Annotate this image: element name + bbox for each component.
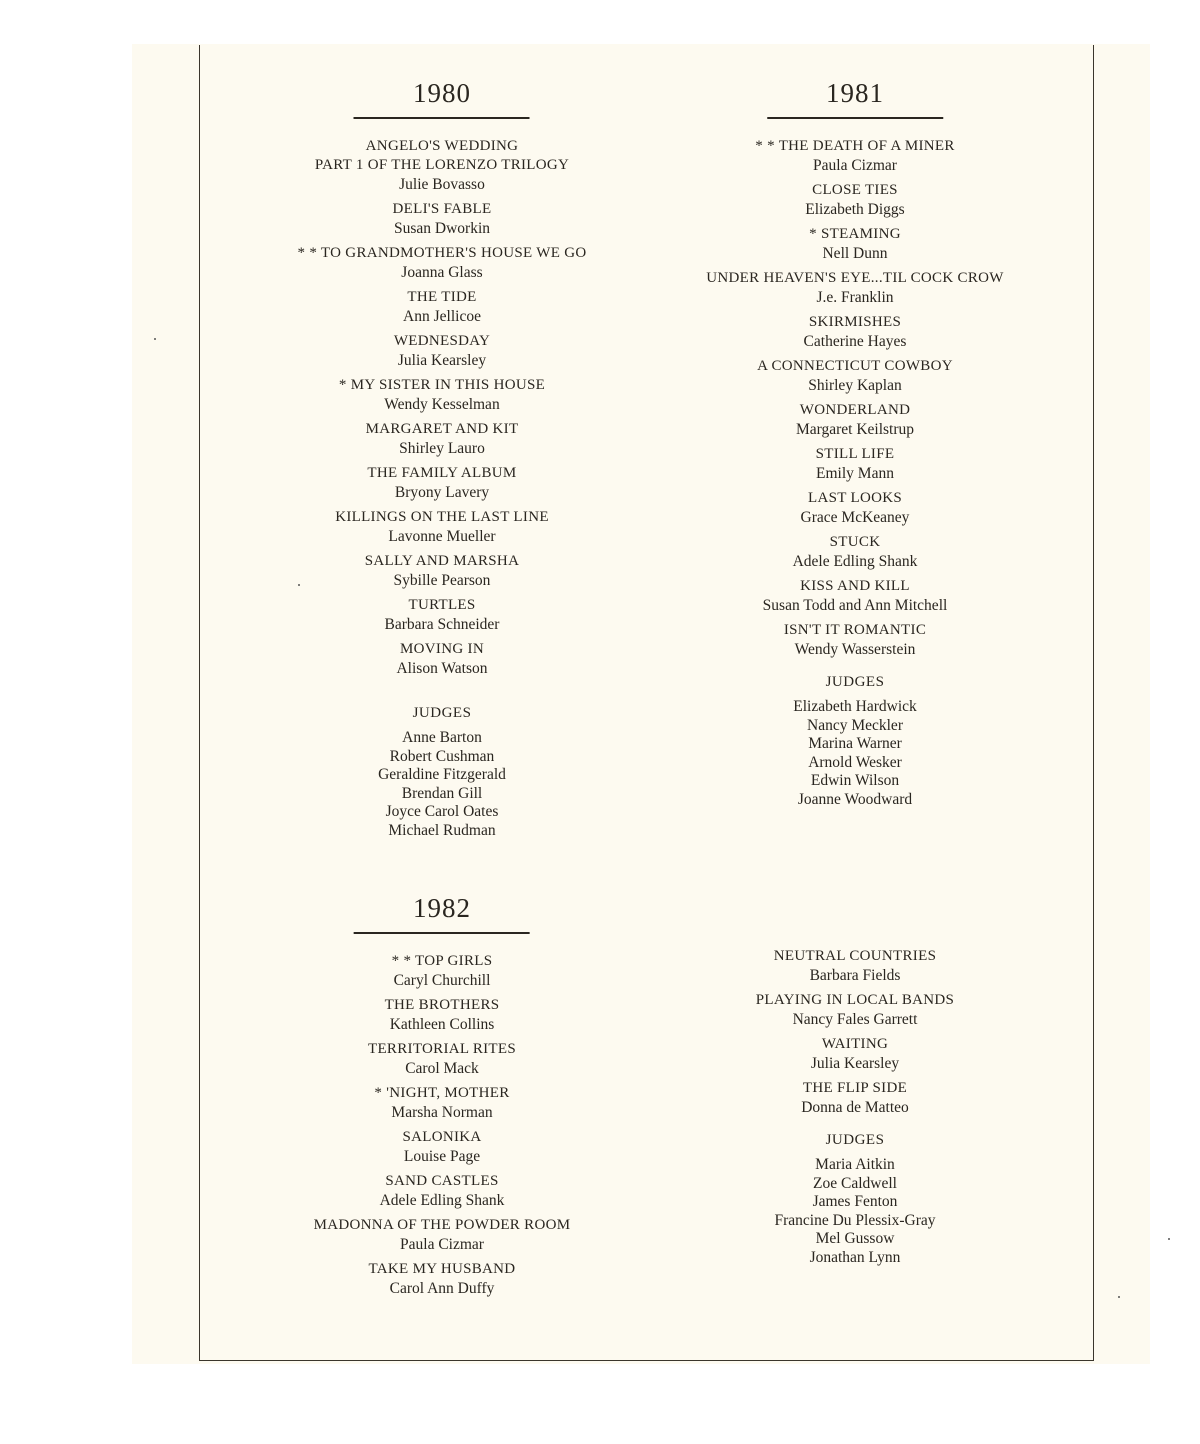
entry-list [298,137,587,678]
play-title: TAKE MY HUSBAND [368,1261,516,1277]
play-title: ANGELO'S WEDDING PART 1 OF THE LORENZO TRILOGY [314,138,570,173]
play-title: SAND CASTLES [385,1173,499,1189]
section-1981 [706,80,1003,810]
playwright-name: Bryony Lavery [394,484,490,501]
play-entry [756,1035,954,1073]
play-title: NEUTRAL COUNTRIES [773,948,937,964]
play-title: SALONIKA [402,1129,482,1145]
year-rule [354,117,530,119]
playwright-name: Susan Todd and Ann Mitchell [762,597,948,614]
play-entry [706,137,1003,175]
playwright-name: Kathleen Collins [389,1016,495,1033]
judges-list [706,698,1003,810]
judge-name: Geraldine Fitzgerald [378,766,506,784]
playwright-name: Barbara Schneider [384,616,500,633]
play-entry [298,332,587,370]
play-entry [298,464,587,502]
judge-name: Joyce Carol Oates [385,803,499,821]
play-title: THE FLIP SIDE [802,1080,908,1096]
play-title: STUCK [829,534,881,550]
judge-name: Zoe Caldwell [813,1174,897,1192]
play-entry [756,947,954,985]
play-entry [756,991,954,1029]
judge-name: Michael Rudman [388,821,496,839]
playwright-name: Donna de Matteo [801,1099,909,1116]
play-title: MARGARET AND KIT [365,421,519,437]
playwright-name: Grace McKeaney [800,509,910,526]
playwright-name: Julie Bovasso [399,176,485,193]
judges-list [298,729,587,841]
judge-name: Francine Du Plessix-Gray [774,1211,936,1229]
play-entry [314,1084,571,1122]
play-entry [298,376,587,414]
play-title: DELI'S FABLE [392,201,492,217]
play-entry [298,137,587,194]
section-1980 [298,80,587,841]
scan-speck [154,338,156,340]
play-entry [706,181,1003,219]
playwright-name: Carol Ann Duffy [389,1280,495,1297]
play-title: WAITING [821,1036,889,1052]
judge-name: Anne Barton [402,729,482,746]
play-title: * * TOP GIRLS [391,953,493,969]
play-entry [298,420,587,458]
play-title: UNDER HEAVEN'S EYE...TIL COCK CROW [706,270,1004,286]
judges-label: JUDGES [825,674,885,690]
playwright-name: Paula Cizmar [400,1236,484,1253]
play-title: CLOSE TIES [812,182,898,198]
play-title: THE FAMILY ALBUM [367,465,517,481]
play-title: * MY SISTER IN THIS HOUSE [338,377,546,393]
play-entry [298,508,587,546]
play-title: ISN'T IT ROMANTIC [783,622,927,638]
play-entry [706,621,1003,659]
play-title: KISS AND KILL [800,578,910,594]
playwright-name: Nancy Fales Garrett [792,1011,918,1028]
judge-name: Maria Aitkin [815,1156,895,1173]
playwright-name: Wendy Wasserstein [794,641,916,658]
play-entry [706,357,1003,395]
judge-name: Edwin Wilson [810,772,900,790]
play-title: * STEAMING [809,226,901,242]
playwright-name: Nell Dunn [822,245,888,262]
judges-label: JUDGES [825,1132,885,1148]
judge-name: Robert Cushman [389,747,495,765]
year-rule [354,932,530,934]
entry-list [756,947,954,1117]
playwright-name: Alison Watson [396,660,488,677]
play-entry [298,640,587,678]
playwright-name: Catherine Hayes [803,333,907,350]
scan-speck [298,584,300,586]
judge-name: Joanne Woodward [797,790,913,808]
play-entry [706,577,1003,615]
judge-name: Brendan Gill [401,784,483,802]
judge-name: James Fenton [812,1193,898,1211]
judges-list [756,1156,954,1268]
play-entry [706,489,1003,527]
playwright-name: Susan Dworkin [393,220,491,237]
playwright-name: Louise Page [403,1148,481,1165]
play-entry [706,225,1003,263]
judge-name: Arnold Wesker [808,753,902,771]
playwright-name: Margaret Keilstrup [795,421,915,438]
play-entry [706,533,1003,571]
playwright-name: Shirley Lauro [399,440,485,457]
play-entry [706,269,1003,307]
playwright-name: Caryl Churchill [393,972,491,989]
play-title: MOVING IN [400,641,484,657]
year-heading: 1980 [412,78,471,108]
play-entry [298,552,587,590]
entry-list [314,952,571,1298]
playwright-name: Elizabeth Diggs [805,201,905,218]
playwright-name: Marsha Norman [391,1104,493,1121]
scan-speck [1168,1238,1170,1240]
play-entry [706,401,1003,439]
play-entry [314,1040,571,1078]
judge-name: Jonathan Lynn [809,1248,901,1266]
playwright-name: Emily Mann [816,465,894,482]
play-title: MADONNA OF THE POWDER ROOM [313,1217,571,1233]
play-title: * * TO GRANDMOTHER'S HOUSE WE GO [297,245,587,261]
year-heading: 1982 [413,893,471,923]
year-heading: 1981 [825,78,884,108]
play-entry [298,200,587,238]
playwright-name: Paula Cizmar [813,157,897,174]
playwright-name: Ann Jellicoe [403,308,481,325]
play-title: A CONNECTICUT COWBOY [757,358,953,374]
playwright-name: Julia Kearsley [810,1055,900,1072]
play-title: THE BROTHERS [384,997,500,1013]
playwright-name: Shirley Kaplan [808,377,902,394]
play-title: PLAYING IN LOCAL BANDS [755,992,955,1008]
play-entry [298,596,587,634]
playwright-name: J.e. Franklin [816,289,894,306]
play-entry [706,313,1003,351]
judge-name: Elizabeth Hardwick [793,698,917,715]
play-title: KILLINGS ON THE LAST LINE [335,509,549,525]
play-entry [314,1128,571,1166]
section-1982 [314,895,571,1304]
play-entry [314,1260,571,1298]
play-entry [298,288,587,326]
play-entry [314,1172,571,1210]
play-entry [314,952,571,990]
play-entry [756,1079,954,1117]
scan-speck [1118,1296,1120,1298]
play-title: WONDERLAND [799,402,911,418]
play-title: * * THE DEATH OF A MINER [755,138,955,154]
play-entry [314,1216,571,1254]
play-title: TURTLES [408,597,476,613]
judge-name: Mel Gussow [815,1230,895,1248]
playwright-name: Adele Edling Shank [379,1192,505,1209]
playwright-name: Julia Kearsley [397,352,487,369]
play-entry [298,244,587,282]
playwright-name: Carol Mack [405,1060,479,1077]
play-title: SKIRMISHES [808,314,902,330]
judge-name: Marina Warner [808,735,902,753]
play-title: LAST LOOKS [808,490,902,506]
play-title: WEDNESDAY [393,333,491,349]
section-1982-continued [756,947,954,1268]
entry-list [706,137,1003,659]
judges-label: JUDGES [412,705,472,721]
play-title: SALLY AND MARSHA [364,553,520,569]
playwright-name: Sybille Pearson [393,572,491,589]
playwright-name: Adele Edling Shank [792,553,918,570]
play-title: * 'NIGHT, MOTHER [374,1085,510,1101]
play-title: STILL LIFE [815,446,895,462]
play-title: THE TIDE [407,289,477,305]
playwright-name: Joanna Glass [401,264,483,281]
playwright-name: Wendy Kesselman [384,396,500,413]
playwright-name: Barbara Fields [809,967,901,984]
judge-name: Nancy Meckler [807,716,903,734]
year-rule [767,117,943,119]
playwright-name: Lavonne Mueller [388,528,496,545]
play-title: TERRITORIAL RITES [367,1041,516,1057]
play-entry [314,996,571,1034]
play-entry [706,445,1003,483]
